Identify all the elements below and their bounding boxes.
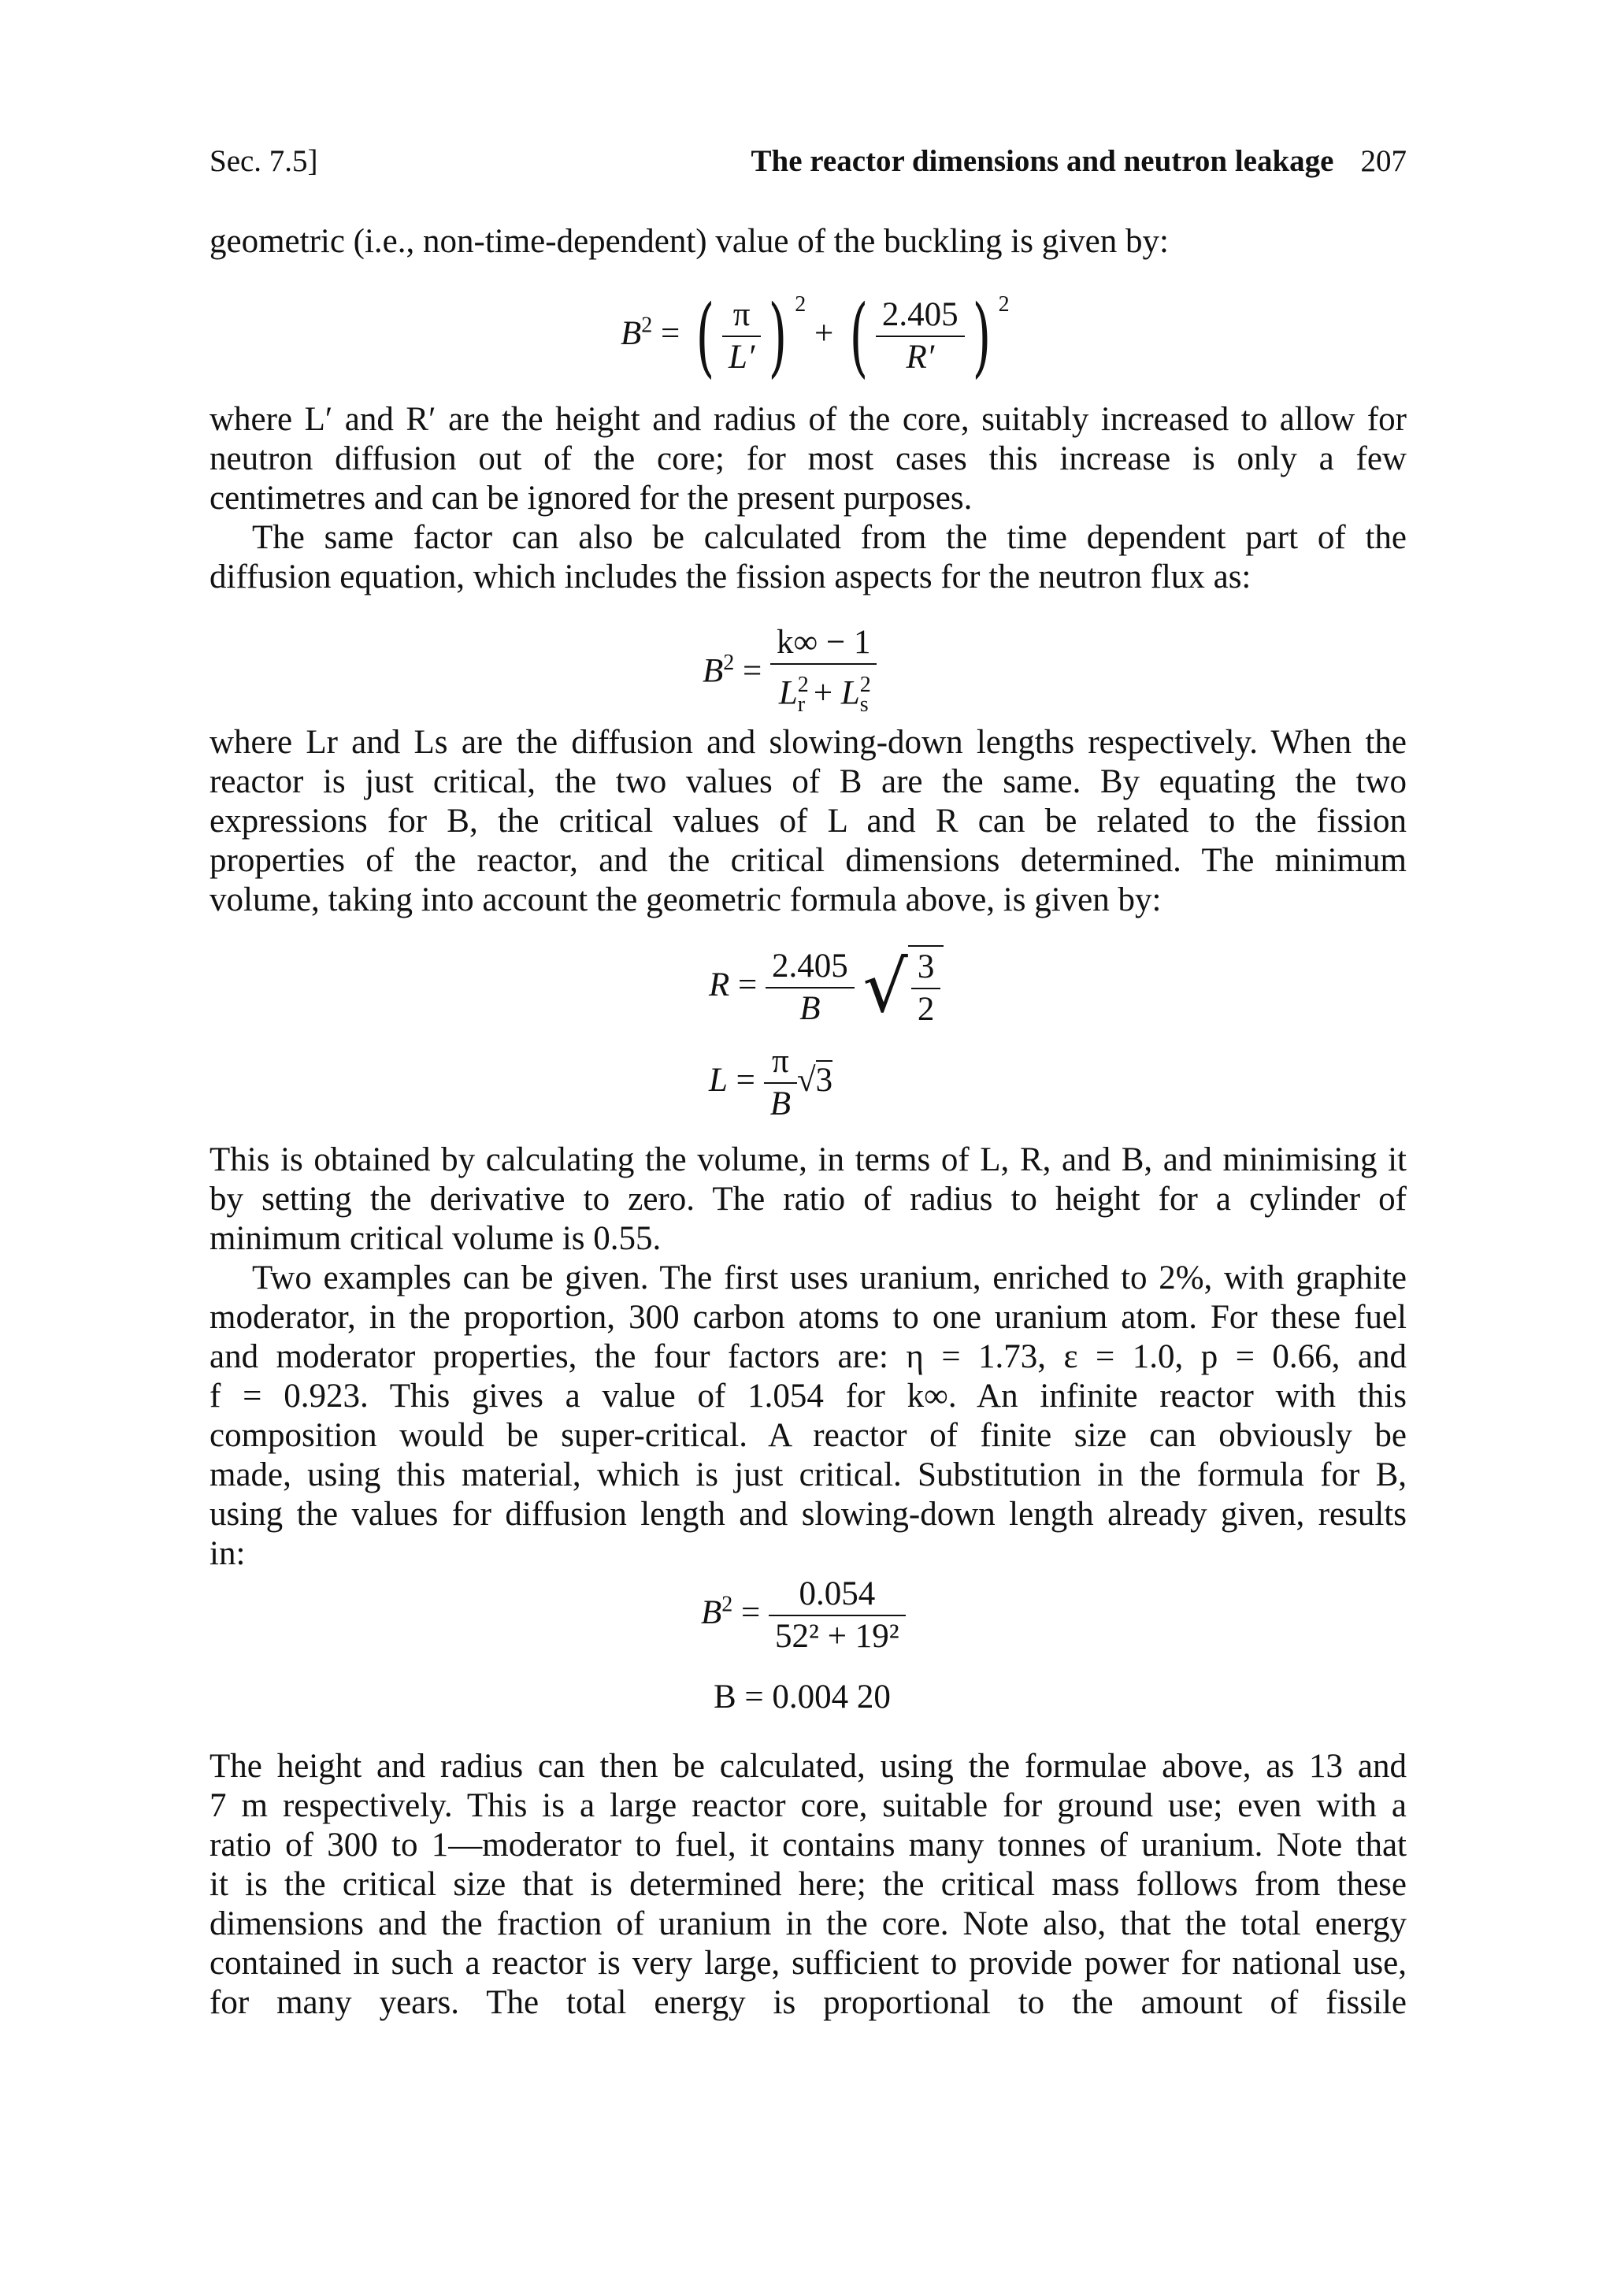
radicand: 3 [815,1061,833,1099]
paragraph-line: ratio of 300 to 1—moderator to fuel, it contains many tonnes of uranium. Note that [210,1827,1407,1864]
eq-symbol: B [621,315,642,352]
denominator [764,1084,797,1125]
eq-exponent: 2 [721,1592,733,1617]
paragraph-line: and moderator properties, the four factors are: η = 1.73, ε = 1.0, p = 0.66, and [210,1338,1407,1375]
eq-sign: = [741,1593,761,1631]
page-number: 207 [1360,144,1407,178]
paragraph-line: for many years. The total energy is proportional to the amount of fissile [210,1984,1407,2021]
paragraph-line: moderator, in the proportion, 300 carbon atoms to one uranium atom. For these fuel [210,1299,1407,1336]
paragraph-line: contained in such a reactor is very large, sufficient to provide power for national use, [210,1945,1407,1982]
den-subscript: r [797,692,806,717]
eq-sign: = [743,652,762,690]
paragraph-line: volume, taking into account the geometric formula above, is given by: [210,881,1162,918]
paragraph-line: f = 0.923. This gives a value of 1.054 for k∞. An infinite reactor with this [210,1378,1407,1415]
eq-sign: = [736,1061,755,1099]
right-paren: ) [972,286,991,388]
numerator: 2.405 [876,295,965,337]
left-paren: ( [849,286,869,388]
paragraph-line: The height and radius can then be calculated, using the formulae above, as 13 and [210,1748,1407,1785]
fraction [764,1041,797,1125]
header-right [751,142,1407,181]
paragraph-line: made, using this material, which is just critical. Substitution in the formula for B, [210,1456,1407,1493]
paragraph-line: where L′ and R′ are the height and radius of the core, suitably increased to allow for [210,401,1407,438]
paragraph-line: in: [210,1535,246,1572]
den-symbol: L [840,674,860,712]
paragraph-line: Two examples can be given. The first uses uranium, enriched to 2%, with graphite [252,1259,1407,1296]
paragraph-line: it is the critical size that is determined here; the critical mass follows from these [210,1866,1407,1903]
numerator: π [722,295,761,337]
fraction [769,1574,906,1657]
eq-exponent: 2 [641,313,653,338]
paragraph-line: The same factor can also be calculated from the time dependent part of the [252,519,1407,556]
eq-symbol: B [701,1593,722,1631]
fraction [722,295,761,378]
chapter-title: The reactor dimensions and neutron leakage [751,144,1334,178]
eq-sign: = [738,966,758,1003]
paragraph-line: This is obtained by calculating the volume, in terms of L, R, and B, and minimising it [210,1141,1407,1178]
plus-sign: + [813,674,833,712]
eq-symbol: B [703,652,724,690]
den-symbol: L [778,674,798,712]
eq-symbol: L [709,1061,728,1099]
paragraph-line: expressions for B, the critical values of L and R can be related to the fission [210,803,1407,840]
den-symbol: L′ [728,339,755,376]
numerator: k∞ − 1 [770,622,877,665]
paragraph-line: diffusion equation, which includes the fission aspects for the neutron flux as: [210,558,1251,595]
paragraph-line: properties of the reactor, and the critical dimensions determined. The minimum [210,842,1407,879]
paragraph-line: centimetres and can be ignored for the present purposes. [210,480,973,517]
numerator: π [764,1041,797,1084]
denominator [766,989,855,1029]
section-label: Sec. 7.5] [210,144,318,178]
fraction [766,946,855,1029]
equation-radius [709,945,944,1030]
equation-buckling-value [701,1574,906,1657]
running-header [210,142,1407,181]
paragraph-line: geometric (i.e., non-time-dependent) value of the buckling is given by: [210,223,1169,260]
paragraph-line: composition would be super-critical. A reactor of finite size can obviously be [210,1417,1407,1454]
radicand [908,945,944,1030]
eq-sign: = [661,315,680,352]
left-paren: ( [695,286,715,388]
paragraph-line: dimensions and the fraction of uranium in the core. Note also, that the total energy [210,1905,1407,1942]
paragraph-line: 7 m respectively. This is a large reactor core, suitable for ground use; even with a [210,1787,1407,1824]
denominator: 52² + 19² [775,1618,899,1655]
equation-buckling-material [703,622,877,725]
paragraph-line: where Lr and Ls are the diffusion and slowing-down lengths respectively. When the [210,724,1407,761]
eq-symbol: R [709,966,730,1003]
numerator: 0.054 [769,1574,906,1616]
equation-buckling-result: B = 0.004 20 [714,1678,891,1716]
denominator [876,337,965,378]
den-exponent: 2 [859,673,871,697]
eq-exponent: 2 [795,292,806,317]
den-symbol: B [799,990,821,1027]
den-symbol: B [769,1085,791,1122]
eq-exponent: 2 [723,651,735,676]
paragraph-line: using the values for diffusion length and slowing-down length already given, results [210,1496,1407,1533]
equation-buckling-geometric [621,285,1010,388]
denominator [722,337,761,378]
paragraph-line: reactor is just critical, the two values of B are the same. By equating the two [210,763,1407,800]
fraction [876,295,965,378]
fraction [770,622,877,725]
square-root [863,945,944,1030]
equation-length [709,1041,832,1125]
denominator [770,665,877,725]
right-paren: ) [768,286,788,388]
radical-sign: √ [862,946,908,1029]
numerator: 2.405 [766,946,855,989]
fraction [911,947,941,1030]
den-symbol: R′ [906,339,935,376]
denominator: 2 [917,991,935,1028]
numerator: 3 [911,947,941,989]
paragraph-line: neutron diffusion out of the core; for most cases this increase is only a few [210,440,1407,477]
den-exponent: 2 [797,673,809,697]
den-subscript: s [859,692,869,717]
paragraph-line: minimum critical volume is 0.55. [210,1220,662,1257]
radical-sign: √ [796,1061,816,1099]
plus-sign: + [814,315,834,352]
paragraph-line: by setting the derivative to zero. The ratio of radius to height for a cylinder of [210,1181,1407,1218]
eq-exponent: 2 [998,292,1010,317]
